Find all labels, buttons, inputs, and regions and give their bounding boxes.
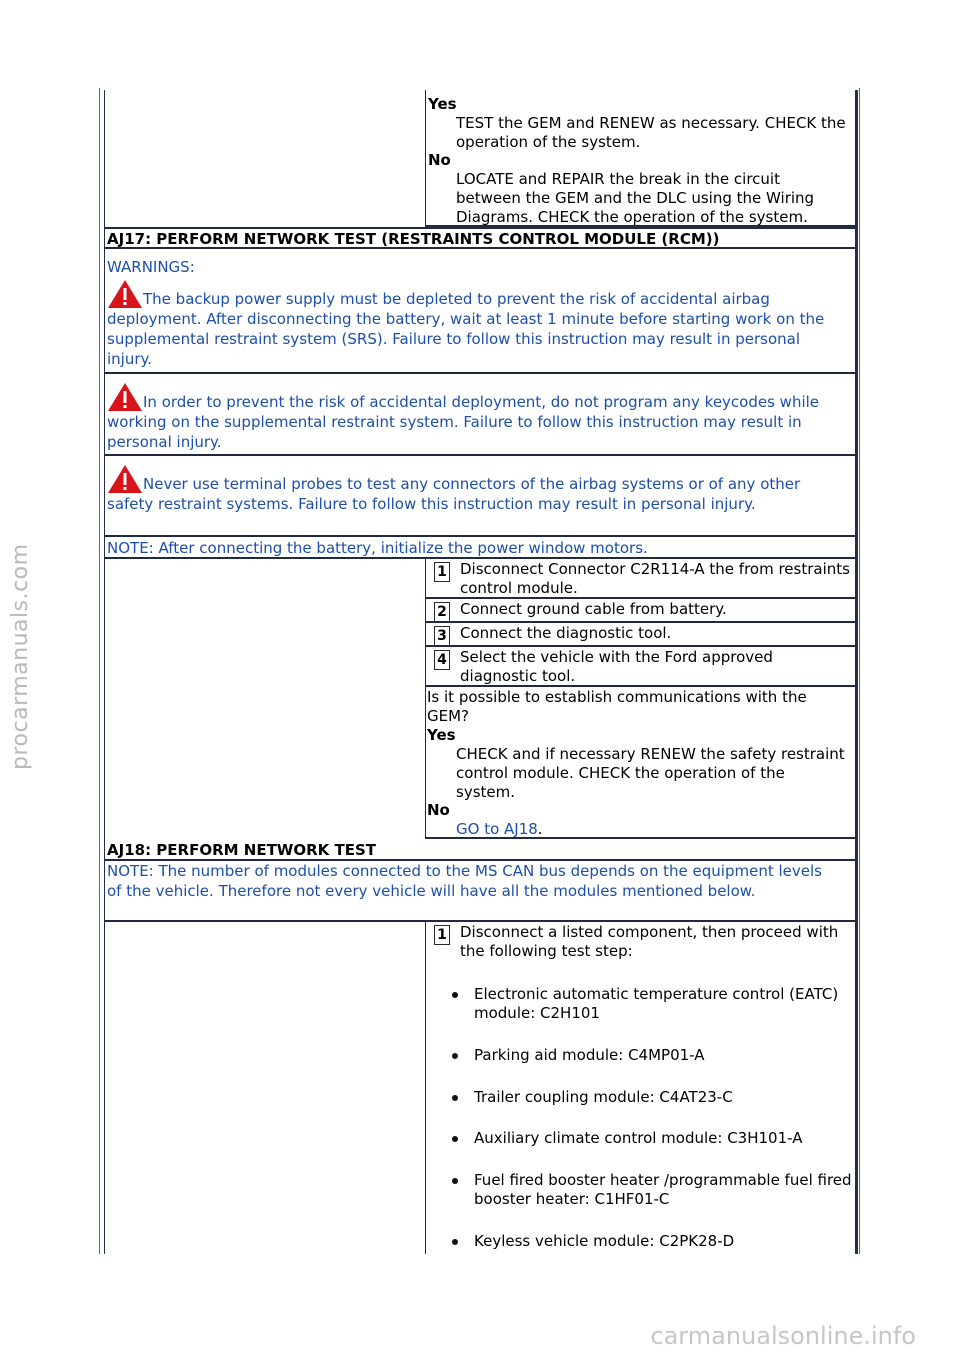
step-number: 3 bbox=[434, 626, 450, 646]
module-text: Trailer coupling module: C4AT23-C bbox=[474, 1088, 733, 1106]
left-margin-line bbox=[99, 88, 100, 1254]
module-text: Parking aid module: C4MP01-A bbox=[474, 1046, 705, 1064]
bullet-dot bbox=[452, 992, 458, 998]
step-text: Select the vehicle with the Ford approved diagnostic tool. bbox=[460, 648, 773, 685]
bullet-dot bbox=[452, 1095, 458, 1101]
warning-2-text: In order to prevent the risk of accidental deployment, do not program any keycodes while working on the supplemental restraint system. Failure to follow this instruction may result in personal injury. bbox=[107, 393, 820, 451]
right-margin-line bbox=[859, 88, 860, 1254]
step-text: Disconnect a listed component, then proceed with the following test step: bbox=[460, 923, 839, 960]
no-suffix: . bbox=[537, 820, 543, 838]
aj17-heading-row bbox=[105, 227, 855, 249]
document-page bbox=[104, 90, 858, 1254]
warning-3 bbox=[106, 464, 837, 514]
step-number: 2 bbox=[434, 602, 450, 622]
warning-icon bbox=[107, 279, 143, 309]
warning-icon bbox=[107, 382, 143, 412]
step-cell-3 bbox=[425, 623, 855, 647]
aj18-heading-row bbox=[105, 839, 855, 861]
top-result-cell bbox=[425, 90, 855, 227]
go-to-aj18-link[interactable]: GO to AJ18 bbox=[456, 820, 538, 838]
bullet-dot bbox=[452, 1053, 458, 1059]
step-cell-1 bbox=[425, 559, 855, 599]
aj18-note-row bbox=[105, 861, 855, 922]
bullet-dot bbox=[452, 1239, 458, 1245]
no-action bbox=[456, 820, 543, 838]
warning-row-1 bbox=[105, 249, 855, 374]
watermark-side: procarmanuals.com bbox=[8, 543, 33, 770]
step-number: 1 bbox=[434, 562, 450, 582]
warning-3-text: Never use terminal probes to test any connectors of the airbag systems or of any other safety restraint systems. Failure to follow this instruction may result in personal injury. bbox=[107, 475, 801, 513]
module-text: Auxiliary climate control module: C3H101-A bbox=[474, 1129, 803, 1147]
warning-1 bbox=[106, 279, 837, 369]
no-label: No bbox=[427, 801, 450, 819]
warning-icon bbox=[107, 464, 143, 494]
no-label: No bbox=[428, 151, 451, 169]
warnings-label: WARNINGS: bbox=[107, 258, 195, 276]
aj18-step-cell bbox=[425, 922, 856, 1254]
warning-1-text: The backup power supply must be depleted to prevent the risk of accidental airbag deployment. After disconnecting the battery, wait at least 1 minute before starting work on the supplemental restraint system (SRS). Failure to follow this instruction may result in personal injury. bbox=[107, 290, 825, 368]
aj18-heading: AJ18: PERFORM NETWORK TEST bbox=[107, 841, 377, 859]
yes-label: Yes bbox=[427, 726, 456, 744]
yes-text: CHECK and if necessary RENEW the safety restraint control module. CHECK the operation of the system. bbox=[456, 745, 845, 801]
aj17-result-cell bbox=[425, 687, 855, 839]
module-text: Keyless vehicle module: C2PK28-D bbox=[474, 1232, 735, 1250]
step-number: 1 bbox=[434, 925, 450, 945]
bullet-dot bbox=[452, 1178, 458, 1184]
step-cell-2 bbox=[425, 599, 855, 623]
step-text: Disconnect Connector C2R114-A the from restraints control module. bbox=[460, 560, 850, 597]
aj17-note-row bbox=[105, 537, 855, 559]
yes-label: Yes bbox=[428, 95, 457, 113]
yes-text: TEST the GEM and RENEW as necessary. CHECK the operation of the system. bbox=[456, 114, 846, 151]
watermark-bottom: carmanualsonline.info bbox=[650, 1322, 916, 1350]
step-text: Connect ground cable from battery. bbox=[460, 600, 727, 618]
aj17-heading: AJ17: PERFORM NETWORK TEST (RESTRAINTS CONTROL MODULE (RCM)) bbox=[107, 230, 720, 248]
aj18-note: NOTE: The number of modules connected to the MS CAN bus depends on the equipment levels of the vehicle. Therefore not every vehicle will have all the modules mentioned below. bbox=[107, 862, 822, 900]
bullet-dot bbox=[452, 1136, 458, 1142]
step-cell-4 bbox=[425, 647, 855, 687]
module-text: Electronic automatic temperature control (EATC) module: C2H101 bbox=[474, 985, 839, 1022]
question-text: Is it possible to establish communications with the GEM? bbox=[427, 688, 807, 725]
aj17-note: NOTE: After connecting the battery, initialize the power window motors. bbox=[107, 539, 648, 557]
module-text: Fuel fired booster heater /programmable fuel fired booster heater: C1HF01-C bbox=[474, 1171, 852, 1208]
warning-2 bbox=[106, 382, 847, 452]
warning-row-2 bbox=[105, 374, 855, 456]
warning-row-3 bbox=[105, 456, 855, 537]
step-text: Connect the diagnostic tool. bbox=[460, 624, 672, 642]
step-number: 4 bbox=[434, 650, 450, 670]
no-text: LOCATE and REPAIR the break in the circuit between the GEM and the DLC using the Wiring Diagrams. CHECK the operation of the system. bbox=[456, 170, 815, 226]
